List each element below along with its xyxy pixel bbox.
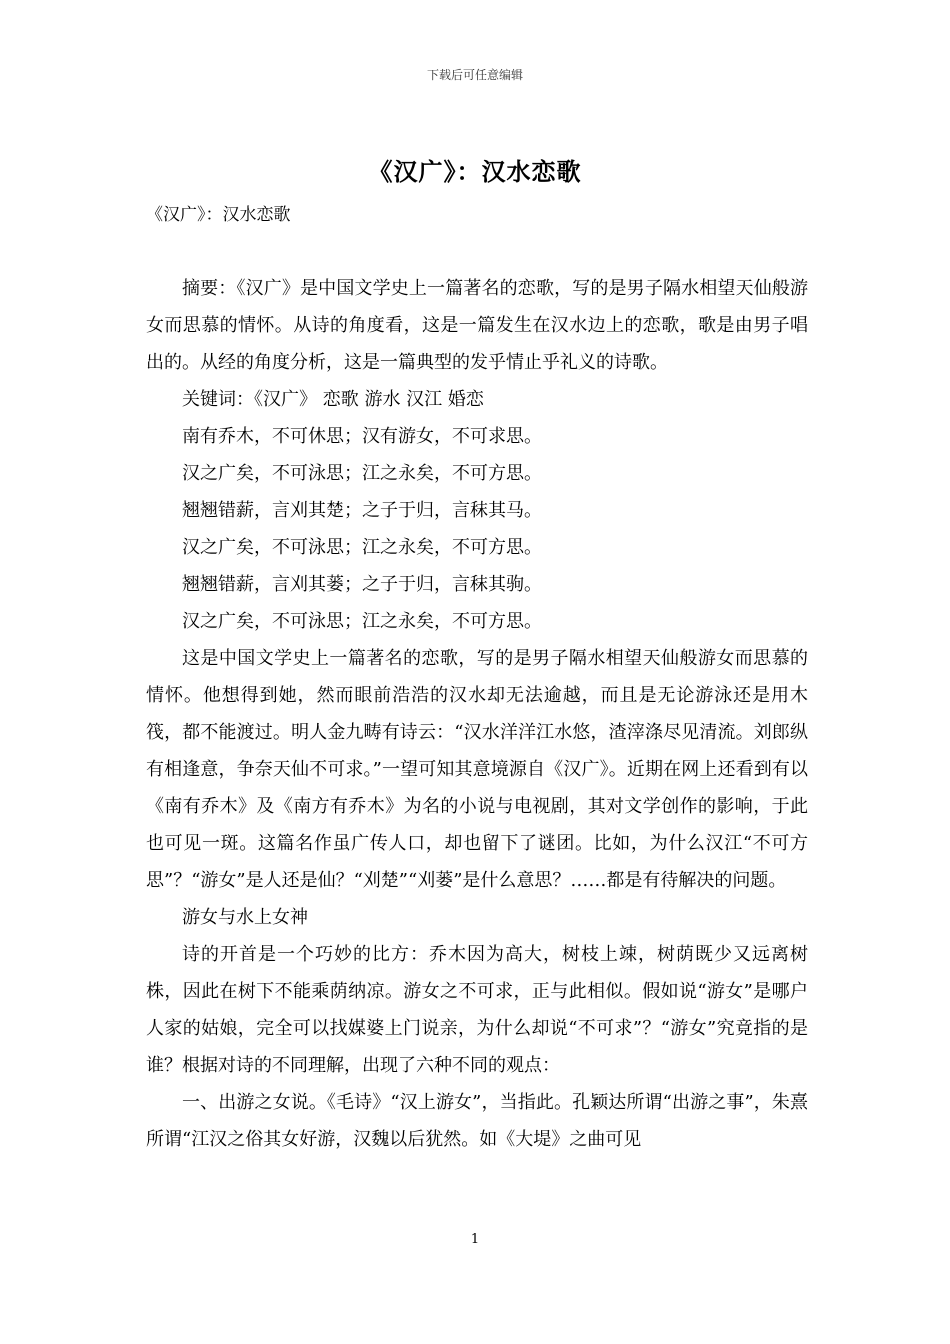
poem-line: 汉之广矣，不可泳思；江之永矣，不可方思。 xyxy=(182,611,542,632)
page-header: 下载后可任意编辑 xyxy=(426,68,523,82)
poem-line: 汉之广矣，不可泳思；江之永矣，不可方思。 xyxy=(182,463,542,484)
keywords-paragraph: 关键词：《汉广》 恋歌 游水 汉江 婚恋 xyxy=(182,389,484,410)
body-paragraph: 一、出游之女说。《毛诗》“汉上游女”，当指此。孔颖达所谓“出游之事”，朱熹所谓“江汉之俗其女好游，汉魏以后犹然。如《大堤》之曲可见 xyxy=(146,1092,808,1150)
page-number: 1 xyxy=(470,1232,480,1247)
document-subtitle: 《汉广》：汉水恋歌 xyxy=(146,205,291,225)
body-paragraph: 这是中国文学史上一篇著名的恋歌，写的是男子隔水相望天仙般游女而思慕的情怀。他想得到她，然而眼前浩浩的汉水却无法逾越，而且是无论游泳还是用木筏，都不能渡过。明人金九畴有诗云：“汉水洋洋江水悠，渣滓涤尽见清流。刘郎纵有相逢意，争奈天仙不可求。”一望可知其意境源自《汉广》。近期在网上还看到有以《南有乔木》及《南方有乔木》为名的小说与电视剧，其对文学创作的影响，于此也可见一斑。这篇名作虽广传人口，却也留下了谜团。比如，为什么汉江“不可方思”？“游女”是人还是仙？“刈楚”“刈蒌”是什么意思？……都是有待解决的问题。 xyxy=(146,648,808,891)
poem-line: 翘翘错薪，言刈其楚；之子于归，言秣其马。 xyxy=(182,500,542,521)
document-body xyxy=(146,270,808,1158)
section-heading: 游女与水上女神 xyxy=(182,907,308,928)
document-title: 《汉广》：汉水恋歌 xyxy=(368,157,582,186)
body-paragraph: 诗的开首是一个巧妙的比方：乔木因为高大，树枝上竦，树荫既少又远离树株，因此在树下不能乘荫纳凉。游女之不可求，正与此相似。假如说“游女”是哪户人家的姑娘，完全可以找媒婆上门说亲，为什么却说“不可求”？“游女”究竟指的是谁？根据对诗的不同理解，出现了六种不同的观点： xyxy=(146,944,808,1076)
abstract-paragraph: 摘要：《汉广》是中国文学史上一篇著名的恋歌，写的是男子隔水相望天仙般游女而思慕的情怀。从诗的角度看，这是一篇发生在汉水边上的恋歌，歌是由男子唱出的。从经的角度分析，这是一篇典型的发乎情止乎礼义的诗歌。 xyxy=(146,278,808,373)
poem-line: 汉之广矣，不可泳思；江之永矣，不可方思。 xyxy=(182,537,542,558)
poem-line: 南有乔木，不可休思；汉有游女，不可求思。 xyxy=(182,426,542,447)
poem-line: 翘翘错薪，言刈其蒌；之子于归，言秣其驹。 xyxy=(182,574,542,595)
